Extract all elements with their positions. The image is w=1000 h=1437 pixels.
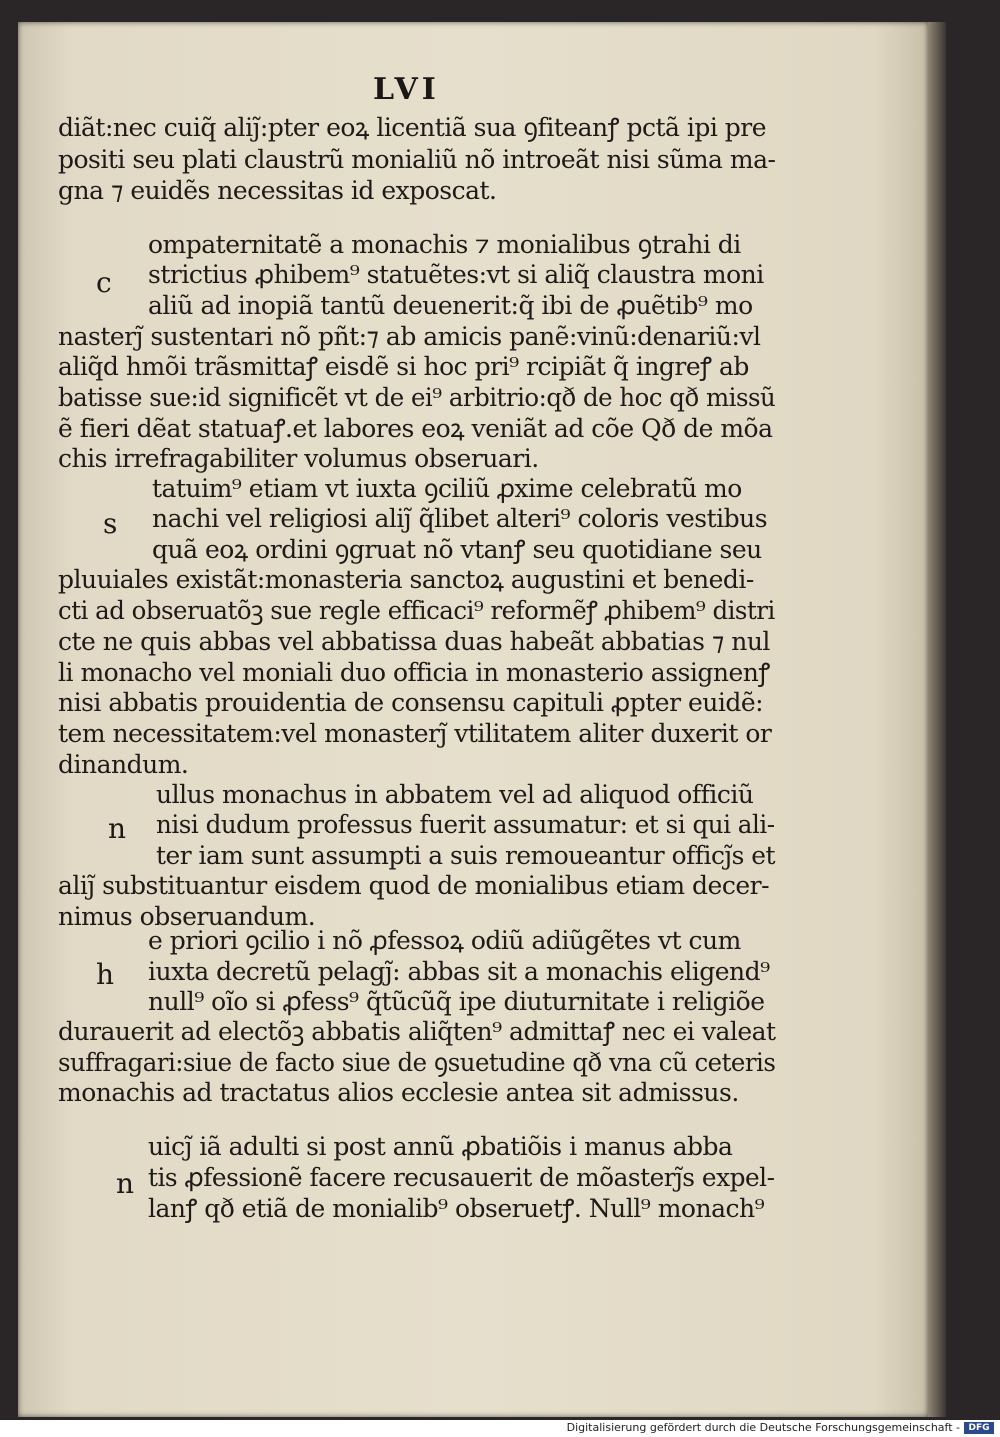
text-line: nachi vel religiosi aliȷ̃ q̃libet alteri⁹ coloris vestibus — [152, 504, 768, 533]
dfg-logo: DFG — [964, 1422, 994, 1434]
text-line: cte ne quis abbas vel abbatissa duas habeãt abbatias ⁊ nul — [58, 627, 770, 656]
text-line: aliȷ̃ substituantur eisdem quod de monialibus etiam decer- — [58, 871, 770, 900]
text-line: diãt:nec cuiq̃ aliȷ̃:pter eoꝝ licentiã sua ꝯfiteanꝭ pctã ipi pre — [58, 113, 767, 142]
folio-number: LVI — [373, 72, 440, 107]
text-line: null⁹ oĩo si ꝓfess⁹ q̃tũcũq̃ ipe diuturnitate i religiõe — [148, 987, 765, 1016]
text-line: lanꝭ qð etiã de monialib⁹ obseruetꝭ. Null⁹ monach⁹ — [148, 1194, 765, 1223]
text-line: uicȷ̃ iã adulti si post annũ ꝓbatiõis i manus abba — [148, 1132, 733, 1161]
guide-letter: n — [116, 1167, 135, 1200]
text-line: strictius ꝓhibem⁹ statuẽtes:vt si aliq̃ claustra moni — [148, 260, 764, 289]
text-line: e priori ꝯcilio i nõ ꝓfessoꝝ odiũ adiũgẽtes vt cum — [148, 926, 741, 955]
text-line: positi seu plati claustrũ monialiũ nõ introeãt nisi sũma ma- — [58, 145, 776, 174]
text-line: ullus monachus in abbatem vel ad aliquod officiũ — [156, 780, 754, 809]
guide-letter: h — [96, 958, 115, 991]
text-line: gna ⁊ euidẽs necessitas id exposcat. — [58, 176, 497, 205]
guide-letter: c — [96, 266, 112, 299]
text-line: monachis ad tractatus alios ecclesie antea sit admissus. — [58, 1078, 739, 1107]
text-line: cti ad obseruatõꝫ sue regle efficaci⁹ reformẽꝭ ꝓhibem⁹ distri — [58, 596, 775, 625]
footer-bar — [0, 1420, 1000, 1437]
page-edge — [928, 22, 946, 1417]
guide-letter: s — [103, 507, 118, 540]
text-line: tis ꝓfessionẽ facere recusauerit de mõasterȷ̃s expel- — [148, 1163, 775, 1192]
text-line: nimus obseruandum. — [58, 902, 316, 931]
text-line: tatuim⁹ etiam vt iuxta ꝯciliũ ꝓxime celebratũ mo — [152, 474, 742, 503]
text-line: ompaternitatẽ a monachis ⁊ monialibus ꝯtrahi di — [148, 230, 741, 259]
text-line: iuxta decretũ pelagȷ̃: abbas sit a monachis eligend⁹ — [148, 957, 770, 986]
text-line: quã eoꝝ ordini ꝯgruat nõ vtanꝭ seu quotidiane seu — [152, 535, 762, 564]
guide-letter: n — [108, 812, 127, 845]
text-line: li monacho vel moniali duo officia in monasterio assignenꝭ — [58, 658, 770, 687]
text-line: durauerit ad electõꝫ abbatis aliq̃ten⁹ admittaꝭ nec ei valeat — [58, 1017, 776, 1046]
text-line: nasterȷ̃ sustentari nõ pñt:⁊ ab amicis panẽ:vinũ:denariũ:vl — [58, 322, 761, 351]
text-line: suffragari:siue de facto siue de ꝯsuetudine qð vna cũ ceteris — [58, 1048, 776, 1077]
text-line: ẽ fieri dẽat statuaꝭ.et labores eoꝝ veniãt ad cõe Qð de mõa — [58, 414, 773, 443]
text-line: chis irrefragabiliter volumus obseruari. — [58, 444, 539, 473]
text-line: nisi dudum professus fuerit assumatur: et si qui ali- — [156, 810, 775, 839]
text-line: nisi abbatis prouidentia de consensu capituli ꝓpter euidẽ: — [58, 688, 764, 717]
text-line: aliq̃d hmõi trãsmittaꝭ eisdẽ si hoc pri⁹ rcipiãt q̃ ingreꝭ ab — [58, 352, 749, 381]
text-line: ter iam sunt assumpti a suis remoueantur officȷ̃s et — [156, 841, 775, 870]
text-line: tem necessitatem:vel monasterȷ̃ vtilitatem aliter duxerit or — [58, 719, 772, 748]
text-line: pluuiales existãt:monasteria sanctoꝝ augustini et benedi- — [58, 565, 754, 594]
text-line: dinandum. — [58, 750, 189, 779]
footer-text: Digitalisierung gefördert durch die Deutsche Forschungsgemeinschaft - — [566, 1421, 960, 1434]
text-line: batisse sue:id significẽt vt de ei⁹ arbitrio:qð de hoc qð missũ — [58, 383, 776, 412]
text-line: aliũ ad inopiã tantũ deuenerit:q̃ ibi de ꝓuẽtib⁹ mo — [148, 291, 753, 320]
